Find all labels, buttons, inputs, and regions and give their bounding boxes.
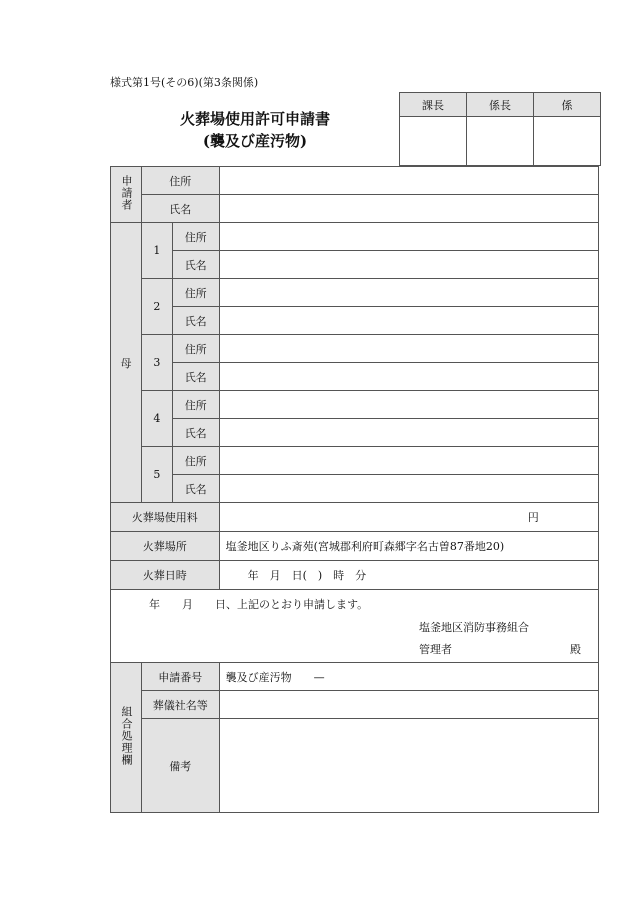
mother-1-name-label: 氏名 — [172, 251, 219, 279]
stamp-box-section-chief[interactable] — [400, 117, 467, 166]
stamp-box-staff[interactable] — [534, 117, 601, 166]
title-line-2: (襲及び産汚物) — [202, 132, 308, 150]
applicant-name-label: 氏名 — [141, 195, 219, 223]
mother-4-name-field[interactable] — [219, 419, 598, 447]
page-title — [110, 108, 400, 152]
fee-label: 火葬場使用料 — [111, 503, 220, 532]
title-line-1: 火葬場使用許可申請書 — [179, 110, 330, 128]
mother-section-label: 母 — [111, 223, 142, 503]
declaration-org: 塩釜地区消防事務組合 — [419, 621, 529, 634]
declaration-honorific: 殿 — [570, 643, 581, 656]
declaration-manager: 管理者 — [419, 643, 452, 656]
mother-5-address-label: 住所 — [172, 447, 219, 475]
place-label: 火葬場所 — [111, 532, 220, 561]
funeral-company-label: 葬儀社名等 — [141, 691, 219, 719]
funeral-company-field[interactable] — [219, 691, 598, 719]
mother-1-address-label: 住所 — [172, 223, 219, 251]
approval-stamp-table — [399, 92, 601, 166]
remarks-field[interactable] — [219, 719, 598, 813]
declaration-date-line: 年 月 日、上記のとおり申請します。 — [149, 598, 369, 611]
datetime-value: 年 月 日( ) 時 分 — [247, 569, 367, 582]
mother-2-name-field[interactable] — [219, 307, 598, 335]
mother-4-address-field[interactable] — [219, 391, 598, 419]
mother-1-name-field[interactable] — [219, 251, 598, 279]
fee-field[interactable] — [219, 503, 598, 532]
mother-3-name-field[interactable] — [219, 363, 598, 391]
form-number: 様式第1号(その6)(第3条関係) — [110, 76, 259, 89]
datetime-label: 火葬日時 — [111, 561, 220, 590]
application-number-value: 襲及び産汚物 — — [219, 663, 598, 691]
approval-header-staff: 係 — [534, 93, 601, 117]
mother-5-name-field[interactable] — [219, 475, 598, 503]
stamp-box-subsection-chief[interactable] — [467, 117, 534, 166]
applicant-name-field[interactable] — [219, 195, 598, 223]
applicant-address-label: 住所 — [141, 167, 219, 195]
mother-3-address-field[interactable] — [219, 335, 598, 363]
fee-unit: 円 — [527, 511, 539, 524]
place-value: 塩釜地区りふ斎苑(宮城郡利府町森郷字名古曽87番地20) — [219, 532, 598, 561]
applicant-section-label: 申請者 — [111, 167, 142, 223]
mother-2-name-label: 氏名 — [172, 307, 219, 335]
declaration-block — [111, 590, 599, 663]
mother-4-address-label: 住所 — [172, 391, 219, 419]
mother-2-address-field[interactable] — [219, 279, 598, 307]
mother-5-address-field[interactable] — [219, 447, 598, 475]
office-section-label: 組合処理欄 — [111, 663, 142, 813]
mother-2-address-label: 住所 — [172, 279, 219, 307]
datetime-field[interactable] — [219, 561, 598, 590]
mother-4-name-label: 氏名 — [172, 419, 219, 447]
mother-3-name-label: 氏名 — [172, 363, 219, 391]
mother-number-4: 4 — [141, 391, 172, 447]
mother-number-1: 1 — [141, 223, 172, 279]
approval-header-subsection-chief: 係長 — [467, 93, 534, 117]
mother-number-2: 2 — [141, 279, 172, 335]
approval-header-section-chief: 課長 — [400, 93, 467, 117]
mother-1-address-field[interactable] — [219, 223, 598, 251]
application-form-table — [110, 166, 599, 813]
mother-number-3: 3 — [141, 335, 172, 391]
applicant-address-field[interactable] — [219, 167, 598, 195]
application-number-label: 申請番号 — [141, 663, 219, 691]
mother-3-address-label: 住所 — [172, 335, 219, 363]
mother-number-5: 5 — [141, 447, 172, 503]
remarks-label: 備考 — [141, 719, 219, 813]
mother-5-name-label: 氏名 — [172, 475, 219, 503]
